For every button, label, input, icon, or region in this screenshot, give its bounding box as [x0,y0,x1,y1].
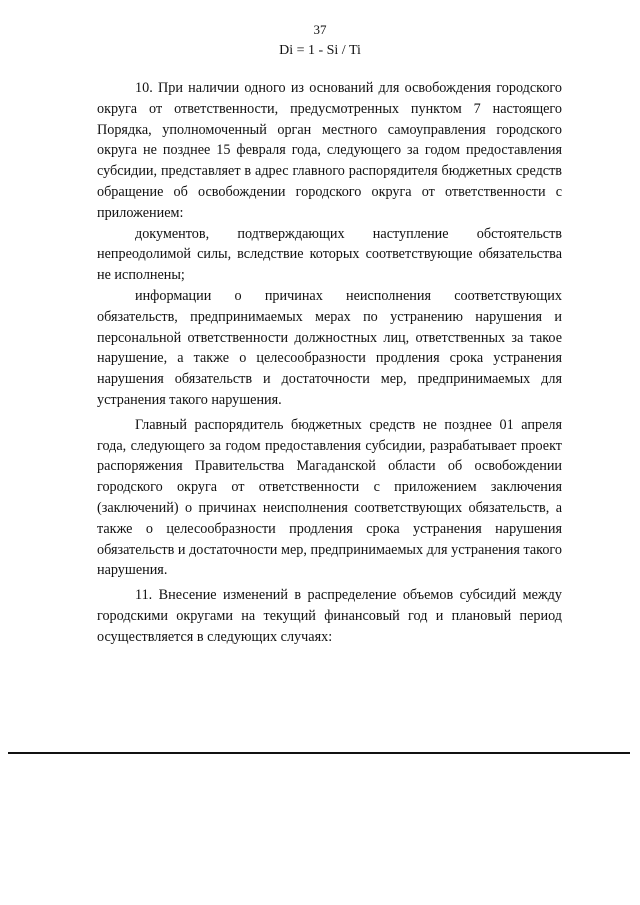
document-body [97,78,562,652]
paragraph-information: информации о причинах неисполнения соответствующих обязательств, предпринимаемых мерах по устранению нарушения и персональной ответственности должностных лиц, ответственных за такое нарушение, а также о целесообразности продления срока устранения нарушения обязательств и достаточности мер, предпринимаемых для устранения такого нарушения. [97,287,562,408]
paragraph-10: 10. При наличии одного из оснований для освобождения городского округа от ответственности, предусмотренных пунктом 7 настоящего Порядка, уполномоченный орган местного самоуправления городского округа не позднее 15 февраля года, следующего за годом предоставления субсидии, представляет в адрес главного распорядителя бюджетных средств обращение об освобождении городского округа от ответственности с приложением: [97,80,562,221]
bottom-divider [8,752,630,754]
paragraph-11: 11. Внесение изменений в распределение объемов субсидий между городскими округами на текущий финансовый год и плановый период осуществляется в следующих случаях: [97,587,562,645]
paragraph-documents: документов, подтверждающих наступление обстоятельств непреодолимой силы, вследствие которых соответствующие обязательства не исполнены; [97,225,562,284]
page-number: 37 [313,22,327,37]
paragraph-main-distributor: Главный распорядитель бюджетных средств не позднее 01 апреля года, следующего за годом предоставления субсидии, разрабатывает проект распоряжения Правительства Магаданской области об освобождении городского округа от ответственности с приложением заключения (заключений) о причинах неисполнения соответствующих обязательств, а также о целесообразности продления срока устранения нарушения обязательств и достаточности мер, предпринимаемых для устранения такого нарушения. [97,416,562,579]
formula: Di = 1 - Si / Ti [279,43,361,58]
